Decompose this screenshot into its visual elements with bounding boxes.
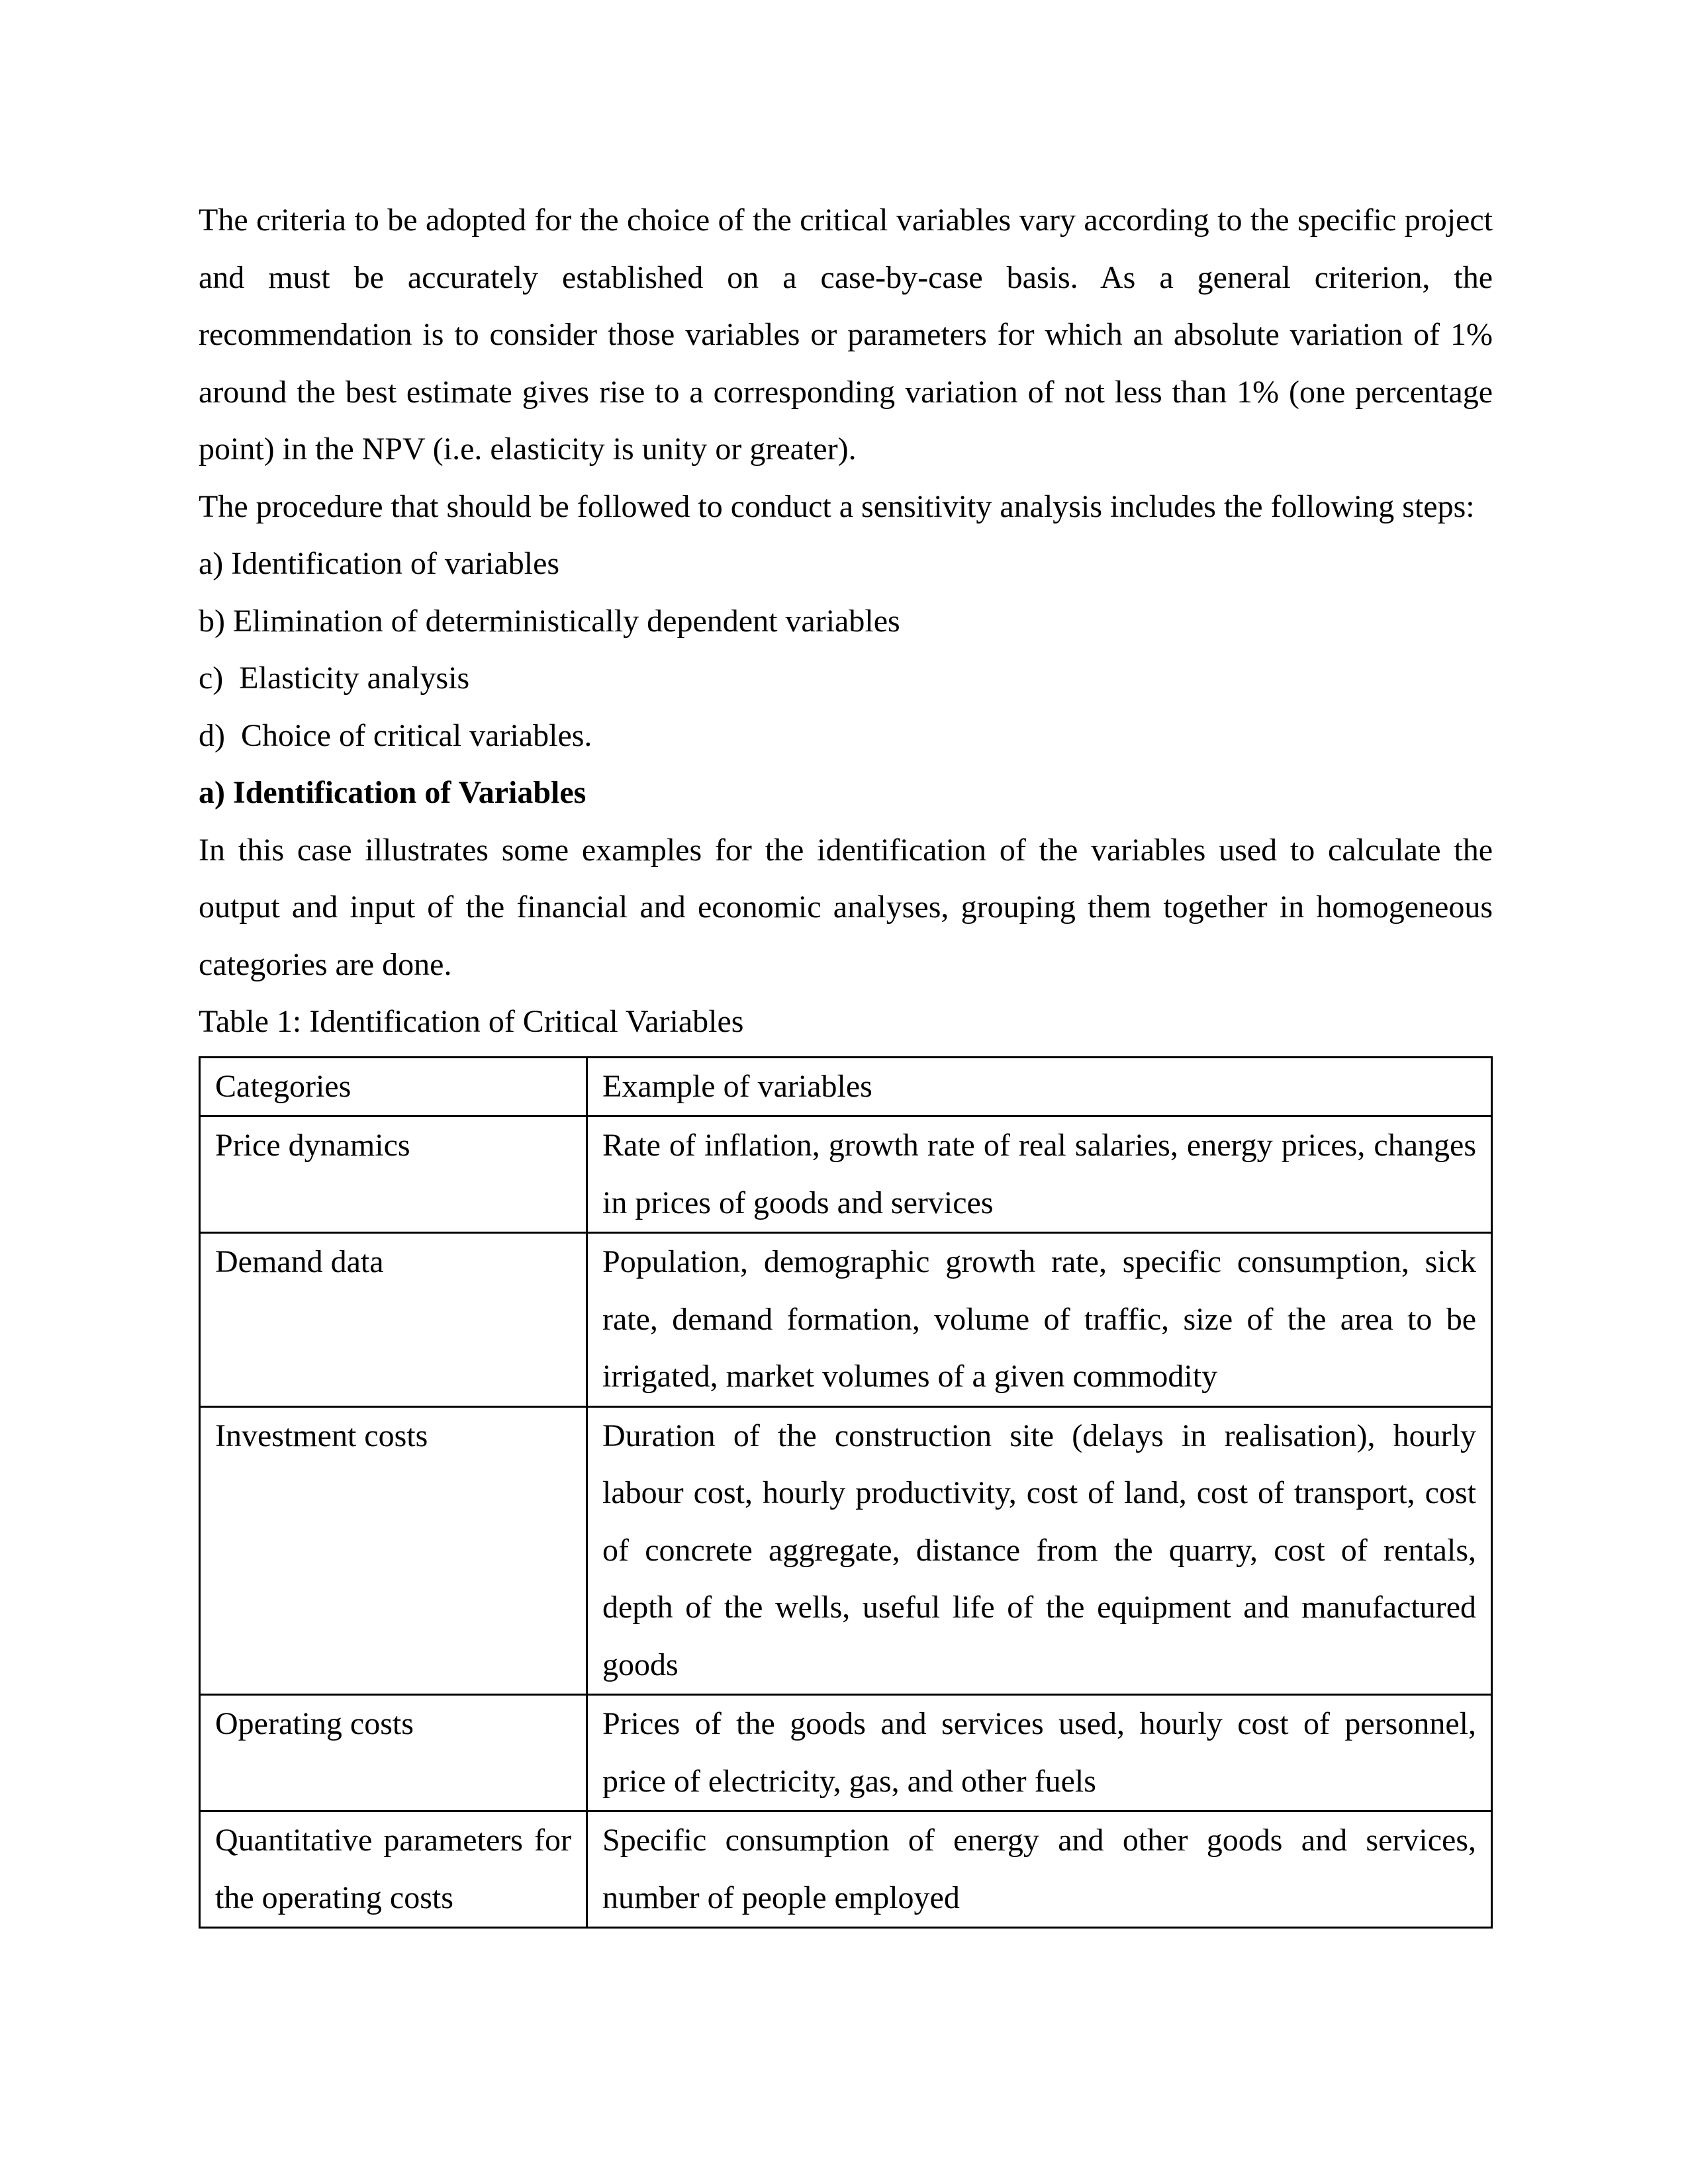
table-row <box>200 1116 1492 1233</box>
table-header-row <box>200 1057 1492 1116</box>
step-item: b) Elimination of deterministically dependent variables <box>199 603 900 639</box>
header-examples: Example of variables <box>587 1057 1492 1116</box>
row-examples: Specific consumption of energy and other goods and services, number of people employed <box>587 1811 1492 1928</box>
section-heading: a) Identification of Variables <box>199 775 586 810</box>
row-examples: Population, demographic growth rate, specific consumption, sick rate, demand formation, volume of traffic, size of the area to be irrigated, market volumes of a given commodity <box>587 1233 1492 1407</box>
row-category: Investment costs <box>200 1406 587 1695</box>
row-examples: Prices of the goods and services used, hourly cost of personnel, price of electricity, gas, and other fuels <box>587 1695 1492 1811</box>
step-item: c) Elasticity analysis <box>199 660 470 696</box>
table-caption: Table 1: Identification of Critical Variables <box>199 1004 744 1039</box>
document-page <box>199 192 1493 1929</box>
row-examples: Duration of the construction site (delays in realisation), hourly labour cost, hourly productivity, cost of land, cost of transport, cost of concrete aggregate, distance from the quarry, cost of rentals, depth of the wells, useful life of the equipment and manufactured goods <box>587 1406 1492 1695</box>
paragraph-procedure: The procedure that should be followed to conduct a sensitivity analysis includes the following steps: <box>199 488 1475 524</box>
paragraph-criteria: The criteria to be adopted for the choice of the critical variables vary according to the specific project and must be accurately established on a case-by-case basis. As a general criterion, the recommendation is to consider those variables or parameters for which an absolute variation of 1% around the best estimate gives rise to a corresponding variation of not less than 1% (one percentage point) in the NPV (i.e. elasticity is unity or greater). <box>199 203 1493 467</box>
section-intro: In this case illustrates some examples for the identification of the variables used to calculate the output and input of the financial and economic analyses, grouping them together in homogeneous categories are done. <box>199 832 1493 982</box>
steps-list <box>199 535 1493 764</box>
step-item: a) Identification of variables <box>199 546 560 581</box>
row-category: Quantitative parameters for the operating costs <box>200 1811 587 1928</box>
table-row <box>200 1695 1492 1811</box>
table-row <box>200 1406 1492 1695</box>
row-category: Operating costs <box>200 1695 587 1811</box>
row-category: Price dynamics <box>200 1116 587 1233</box>
table-row <box>200 1233 1492 1407</box>
row-category: Demand data <box>200 1233 587 1407</box>
header-categories: Categories <box>200 1057 587 1116</box>
critical-variables-table <box>199 1056 1493 1929</box>
table-row <box>200 1811 1492 1928</box>
step-item: d) Choice of critical variables. <box>199 717 592 753</box>
row-examples: Rate of inflation, growth rate of real salaries, energy prices, changes in prices of goods and services <box>587 1116 1492 1233</box>
